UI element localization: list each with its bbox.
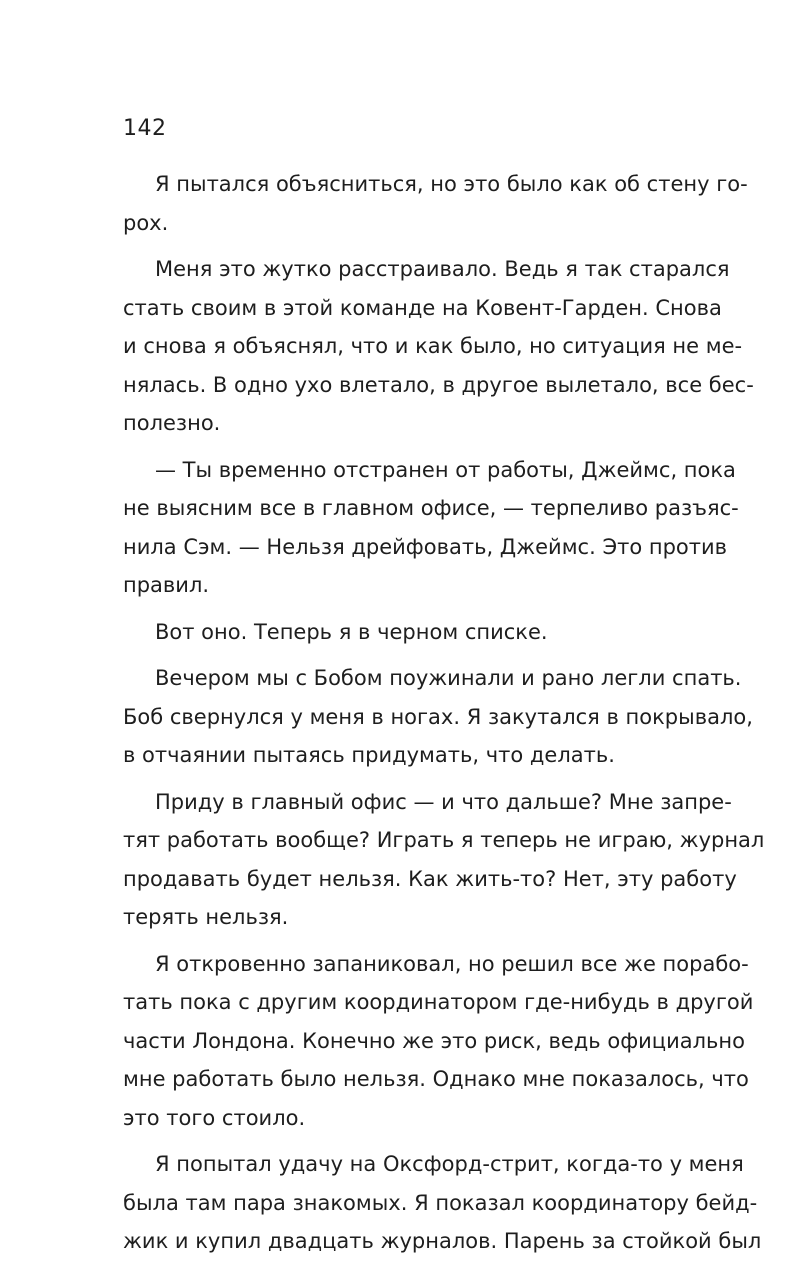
text-line: Я пытался объясниться, но это было как об стену го-: [155, 172, 748, 196]
paragraph: [123, 783, 765, 937]
paragraph: [123, 250, 754, 443]
text-line: Приду в главный офис — и что дальше? Мне запре-: [155, 789, 732, 814]
text-line: была там пара знакомых. Я показал координатору бейд-: [123, 1190, 758, 1215]
paragraph: [123, 451, 739, 605]
text-line: полезно.: [123, 411, 221, 435]
text-line: тать пока с другим координатором где-нибудь в другой: [123, 990, 754, 1014]
text-line: в отчаянии пытаясь придумать, что делать.: [123, 743, 615, 767]
text-line: продавать будет нельзя. Как жить-то? Нет, эту работу: [123, 866, 737, 891]
text-line: мне работать было нельзя. Однако мне показалось, что: [123, 1067, 749, 1091]
text-line: Вот оно. Теперь я в черном списке.: [155, 619, 548, 644]
text-line: терять нельзя.: [123, 905, 289, 929]
text-line: Я откровенно запаниковал, но решил все же порабо-: [155, 951, 749, 976]
text-line: рох.: [123, 210, 169, 235]
text-line: Я попытал удачу на Оксфорд-стрит, когда-то у меня: [155, 1152, 744, 1176]
text-line: части Лондона. Конечно же это риск, ведь официально: [123, 1028, 745, 1053]
paragraph: [123, 945, 754, 1138]
text-line: Вечером мы с Бобом поужинали и рано легли спать.: [155, 666, 742, 690]
text-line: это того стоило.: [123, 1105, 306, 1130]
text-line: тят работать вообще? Играть я теперь не играю, журнал: [123, 828, 765, 852]
paragraph: [123, 1145, 762, 1261]
text-line: нялась. В одно ухо влетало, в другое вылетало, все бес-: [123, 372, 754, 397]
text-line: не выясним все в главном офисе, — терпеливо разъяс-: [123, 496, 739, 520]
text-line: Меня это жутко расстраивало. Ведь я так старался: [155, 257, 730, 281]
paragraph: [123, 165, 748, 242]
text-line: Боб свернулся у меня в ногах. Я закутался в покрывало,: [123, 704, 753, 729]
text-line: — Ты временно отстранен от работы, Джеймс, пока: [155, 457, 736, 482]
body-text: [123, 165, 765, 1269]
page-number: 142: [123, 116, 167, 141]
paragraph: [123, 659, 753, 775]
text-line: правил.: [123, 573, 210, 597]
text-line: стать своим в этой команде на Ковент-Гарден. Снова: [123, 295, 722, 320]
text-line: жик и купил двадцать журналов. Парень за стойкой был: [123, 1229, 762, 1253]
paragraph: [123, 613, 680, 652]
text-line: нила Сэм. — Нельзя дрейфовать, Джеймс. Это против: [123, 534, 728, 559]
text-line: и снова я объяснял, что и как было, но ситуация не ме-: [123, 334, 743, 358]
